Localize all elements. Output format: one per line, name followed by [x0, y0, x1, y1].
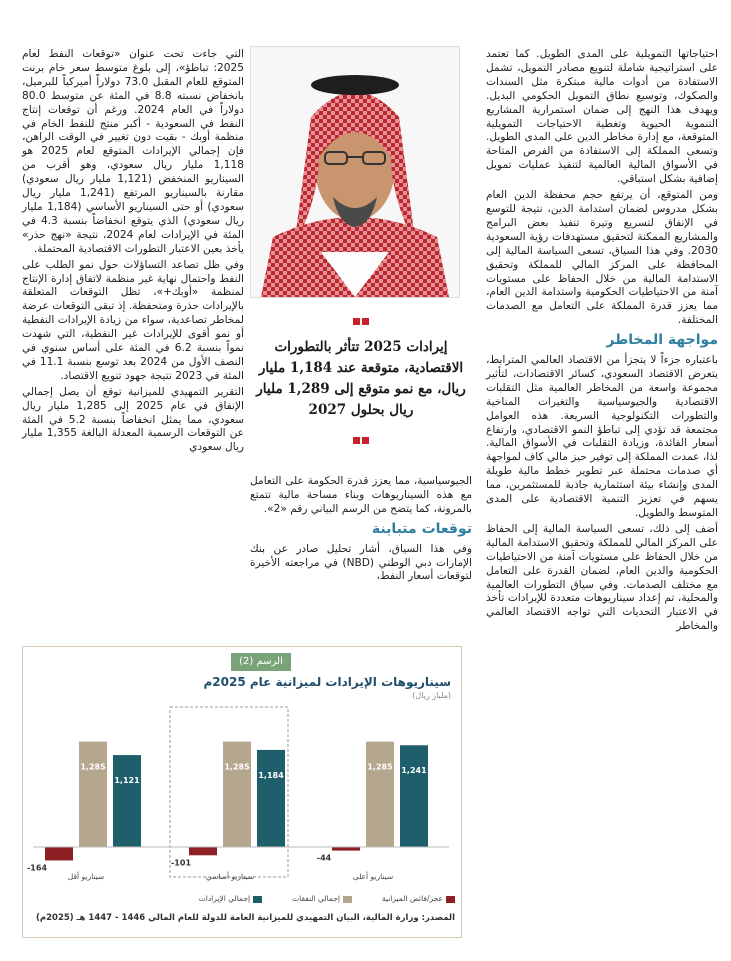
- paragraph: الجيوسياسية، مما يعزز قدرة الحكومة على التعامل مع هذه السيناريوهات وبناء مساحة مالية تتمتع بالمرونة، كما يتضح من الرسم البياني رقم «2».: [250, 475, 472, 515]
- category-label: سيناريو أقل: [67, 872, 105, 881]
- legend-item: [199, 894, 262, 903]
- paragraph: وفي هذا السياق، أشار تحليل صادر عن بنك الإمارات دبي الوطني (NBD) في مراجعته الأخيرة لتوقعات أسعار النفط،: [250, 542, 472, 583]
- bar-value-label: -44: [316, 853, 332, 863]
- paragraph: التقرير التمهيدي للميزانية توقع أن يصل إجمالي الإنفاق في عام 2025 إلى 1,285 مليار ريال سعودي، مما يمثل انخفاضاً بنسبة 5.2 في المئة عن التوقعات الرسمية المعدلة البالغة 1,355 مليار ريال سعودي: [22, 385, 244, 454]
- chart-number-tag: الرسم (2): [231, 653, 291, 671]
- revenue-scenarios-chart: [22, 646, 462, 938]
- paragraph: ومن المتوقع، أن يرتفع حجم محفظة الدين العام بشكل مدروس لضمان استدامة الدين، نتيجة للتوسع في الإنفاق لتسريع وتيرة تنفيذ بعض البرامج والمشاريع الممكنة لتحقيق مستهدفات رؤية السعودية 2030. وفي هذا السياق، تسعى السياسة المالية إلى المحافظة على المركز المالي للمملكة وتحقيق الاستدامة المالية من خلال الحفاظ على مستويات آمنة من الاحتياطيات الحكومية واستدامة الدين العام، مما يعزز قدرة المملكة على التعامل مع الصدمات المختلفة.: [486, 189, 718, 327]
- bar-value-label: -164: [26, 863, 48, 873]
- legend-label: عجز/فائض الميزانية: [381, 894, 443, 903]
- bar: [79, 742, 107, 847]
- legend-swatch: [253, 896, 262, 903]
- section-heading: توقعات متباينة: [371, 520, 472, 537]
- bar: [189, 847, 217, 855]
- bar: [366, 742, 394, 847]
- bar-value-label: 1,285: [224, 762, 250, 772]
- category-label: سيناريو أعلى: [352, 872, 394, 881]
- chart-title: سيناريوهات الإيرادات لميزانية عام 2025م: [203, 675, 451, 689]
- paragraph: باعتباره جزءاً لا يتجزأ من الاقتصاد العالمي المترابط، يتعرض الاقتصاد السعودي، كسائر الاقتصادات، لتأثير مجموعة واسعة من المخاطر العالمية مثل التقلبات الاقتصادية والجيوسياسية والتغيرات المناخية والتطورات التكنولوجية السريعة. هذه العوامل مجتمعة قد تؤدي إلى تباطؤ النمو الاقتصادي، وارتفاع أسعار الفائدة، وزيادة التقلبات في الأسواق المالية. لذا، عمدت المملكة إلى توفير حيز مالي كاف لمواجهة أي صدمات محتملة عبر تطوير خطط مالية طويلة المدى وإنشاء بيئة استثمارية جاذبة للمستثمرين، مما يسهم في تعزيز التنمية الاقتصادية على المدى المتوسط والطويل.: [486, 354, 718, 519]
- legend-swatch: [343, 896, 352, 903]
- bar: [113, 755, 141, 847]
- bar: [223, 742, 251, 847]
- bar: [45, 847, 73, 860]
- paragraph: احتياجاتها التمويلية على المدى الطويل. كما تعتمد على استراتيجية شاملة لتنويع مصادر التمويل، تشمل الاستفادة من أدوات مالية مبتكرة مثل السندات والصكوك، وتوسيع نطاق التمويل الحكومي البديل. ويهدف هذا النهج إلى ضمان استمرارية المشاريع التنموية الحيوية وتغطية الاحتياجات التمويلية المتوقعة، مع إدارة مخاطر الدين على المدى الطويل. وتسعى المملكة إلى الاستفادة من الفرص المتاحة في الأسواق المالية العالمية لتنفيذ عمليات تمويل إضافية بشكل استباقي.: [486, 48, 718, 186]
- bar: [332, 847, 360, 851]
- portrait-photo: [250, 46, 460, 298]
- decorative-squares: [250, 310, 472, 329]
- chart-plot: [23, 699, 459, 899]
- category-label: سيناريو أساسي: [205, 872, 255, 881]
- paragraph: وفي ظل تصاعد التساؤلات حول نمو الطلب على النفط واحتمال نهاية غير منظمة لاتفاق إدارة الإنتاج لمنظمة «أوبك+»، تظل التوقعات المتعلقة بالإيرادات حذرة ومتحفظة. إذ تبقى التوقعات عرضة لمخاطر تصاعدية، سواء من زيادة الإيرادات النفطية أو نمو أقوى للإيرادات غير النفطية، التي شهدت نمواً بنسبة 6.2 في المئة على أساس سنوي في النصف الأول من 2024 بعد توسع بنسبة 11.1 في المئة في 2023 نتيجة جهود تنويع الاقتصاد.: [22, 258, 245, 382]
- decorative-squares: [250, 429, 472, 448]
- legend-item: [292, 894, 352, 903]
- bar-value-label: 1,121: [114, 776, 140, 786]
- headline-box: [250, 310, 472, 448]
- legend-label: إجمالي النفقات: [292, 894, 340, 903]
- article-column-right: [486, 48, 718, 636]
- bar-value-label: -101: [170, 858, 192, 868]
- bar: [257, 750, 285, 847]
- article-column-left: [22, 48, 244, 457]
- paragraph: أضف إلى ذلك، تسعى السياسة المالية إلى الحفاظ على المركز المالي للمملكة وتحقيق الاستدامة المالية من خلال الحفاظ على مستويات آمنة من الاحتياطيات الحكومية والدين العام، لضمان القدرة على التعامل مع مختلف الصدمات. وفي سياق التطورات العالمية والمحلية، تم إعداد سيناريوهات متعددة للإيرادات تأخذ في الاعتبار التحديات التي تواجه الاقتصاد العالمي والمخاطر: [486, 522, 718, 633]
- portrait-illustration: [251, 47, 459, 297]
- chart-source: المصدر: وزارة المالية، البيان التمهيدي للميزانية العامة للدولة للعام المالي 1446 - 1447 هـ (2025م): [36, 913, 455, 923]
- bar-value-label: 1,285: [367, 762, 393, 772]
- paragraph: التي جاءت تحت عنوان «توقعات النفط لعام 2025: تباطؤ»، إلى بلوغ متوسط سعر خام برنت المتوقع للعام المقبل 73.0 دولاراً أميركياً للبرميل، بانخفاض نسبته 8.8 في المئة عن متوسط 80.0 دولاراً في العام 2024. ورغم أن توقعات إنتاج النفط في السعودية - أكبر منتج للنفط الخام في منظمة أوبك - بقيت دون تغيير في الوقت الراهن، فإن إجمالي الإيرادات المتوقع لعام 2025 هو 1,118 مليار ريال سعودي، وهو أقرب من السيناريو المنخفض (1,121 مليار ريال سعودي) مقارنة بالسيناريو المرتفع (1,241 مليار ريال سعودي) أو حتى السيناريو الأساسي (1,184 مليار ريال سعودي) الذي يتوقع انخفاضاً بنسبة 4.3 في المئة في الإيرادات لعام 2024، نتيجة «نهج حذر» يأخذ بعين الاعتبار التطورات الاقتصادية المحتملة.: [22, 48, 245, 255]
- section-heading: مواجهة المخاطر: [606, 332, 718, 349]
- legend-swatch: [446, 896, 455, 903]
- bar-value-label: 1,241: [401, 766, 427, 776]
- bar-value-label: 1,184: [258, 770, 284, 780]
- headline: إيرادات 2025 تتأثر بالتطورات الاقتصادية، متوقعة عند 1,184 مليار ريال، مع نمو متوقع إلى 1,289 مليار ريال بحلول 2027: [256, 339, 466, 418]
- bar: [400, 745, 428, 847]
- chart-legend: [23, 894, 455, 903]
- bar-value-label: 1,285: [80, 762, 106, 772]
- article-column-middle: [250, 475, 472, 586]
- legend-label: إجمالي الإيرادات: [198, 894, 251, 903]
- legend-item: [382, 894, 455, 903]
- chart-unit: (مليار ريال): [412, 691, 451, 700]
